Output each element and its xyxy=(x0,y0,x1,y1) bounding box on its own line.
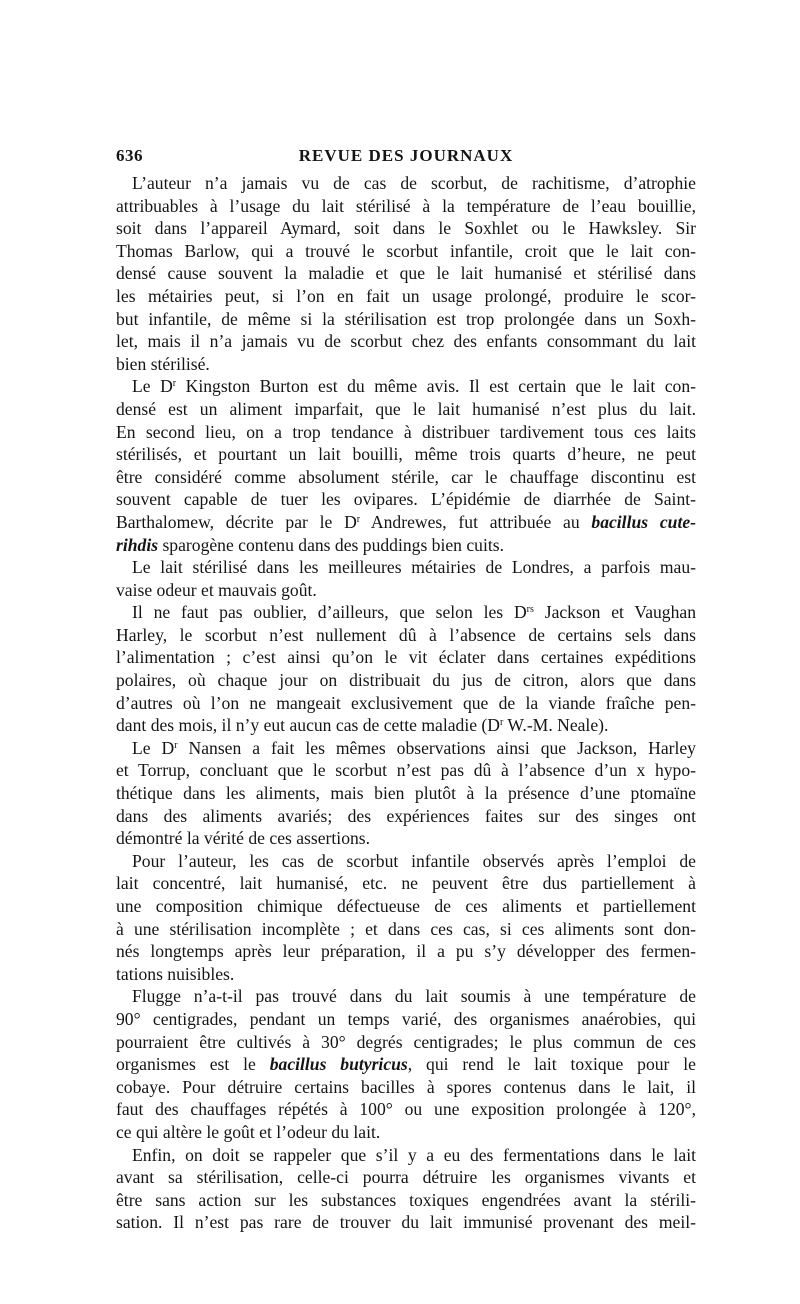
text-run: Flugge n’a-t-il pas trouvé dans du lait soumis à une température de xyxy=(132,986,696,1007)
text-line xyxy=(116,646,696,669)
text-line xyxy=(116,669,696,692)
text-run: 90° centigrades, pendant un temps varié, des organismes anaérobies, qui xyxy=(116,1008,696,1029)
text-line xyxy=(116,443,696,466)
text-run: attribuables à l’usage du lait stérilisé à la température de l’eau bouillie, xyxy=(116,195,696,216)
text-run: vaise odeur et mauvais goût. xyxy=(116,579,317,600)
text-line xyxy=(116,488,696,511)
text-run: W.-M. Neale). xyxy=(503,715,609,736)
text-run: à une stérilisation incomplète ; et dans ces cas, si ces aliments sont don- xyxy=(116,918,696,939)
text-line xyxy=(116,375,696,398)
text-run: démontré la vérité de ces assertions. xyxy=(116,828,371,849)
text-run: L’auteur n’a jamais vu de cas de scorbut, de rachitisme, d’atrophie xyxy=(132,173,696,193)
text-run: Il ne faut pas oublier, d’ailleurs, que selon les D xyxy=(132,602,527,623)
text-run: stérilisés, et pourtant un lait bouilli, même trois quarts d’heure, ne peut xyxy=(116,444,696,465)
text-run: lait concentré, lait humanisé, etc. ne peuvent être dus partiellement à xyxy=(116,873,696,894)
text-line xyxy=(116,624,696,647)
text-line xyxy=(116,308,696,331)
text-run: polaires, où chaque jour on distribuait du jus de citron, alors que dans xyxy=(116,670,696,691)
text-run: soit dans l’appareil Aymard, soit dans le Soxhlet ou le Hawksley. Sir xyxy=(116,218,696,239)
text-line xyxy=(116,1053,696,1076)
text-run: densé est un aliment imparfait, que le lait humanisé n’est plus du lait. xyxy=(116,398,696,419)
text-line xyxy=(116,217,696,240)
text-run: Pour l’auteur, les cas de scorbut infantile observés après l’emploi de xyxy=(132,850,696,871)
running-title: REVUE DES JOURNAUX xyxy=(298,146,514,165)
text-line xyxy=(116,805,696,828)
page-number: 636 xyxy=(116,146,143,165)
text-run: let, mais il n’a jamais vu de scorbut chez des enfants consommant du lait xyxy=(116,331,696,352)
text-line xyxy=(116,579,696,602)
text-run: faut des chauffages répétés à 100° ou une exposition prolongée à 120°, xyxy=(116,1099,696,1120)
text-run: Nansen a fait les mêmes observations ainsi que Jackson, Harley xyxy=(177,737,696,758)
text-line xyxy=(116,1166,696,1189)
text-line xyxy=(116,534,696,557)
text-run: tations nuisibles. xyxy=(116,963,235,984)
text-line xyxy=(116,692,696,715)
text-run: les métairies peut, si l’on en fait un usage prolongé, produire le scor- xyxy=(116,285,696,306)
text-line xyxy=(116,872,696,895)
text-run: Harley, le scorbut n’est nullement dû à l’absence de certains sels dans xyxy=(116,624,696,645)
text-run: Barthalomew, décrite par le D xyxy=(116,511,357,532)
text-line xyxy=(116,827,696,850)
text-line xyxy=(116,1211,696,1234)
text-run: être sans action sur les substances toxiques engendrées avant la stérili- xyxy=(116,1189,696,1210)
text-run: Thomas Barlow, qui a trouvé le scorbut infantile, croit que le lait con- xyxy=(116,240,696,261)
italic-term: rihdis xyxy=(116,534,159,555)
text-run: et Torrup, concluant que le scorbut n’est pas dû à l’absence d’un x hypo- xyxy=(116,760,696,781)
superscript: rs xyxy=(526,604,534,616)
text-run: nés longtemps après leur préparation, il a pu s’y développer des fermen- xyxy=(116,941,696,962)
text-line xyxy=(116,421,696,444)
text-line xyxy=(116,285,696,308)
superscript: r xyxy=(356,513,361,525)
text-run: l’alimentation ; c’est ainsi qu’on le vit éclater dans certaines expéditions xyxy=(116,647,696,668)
text-line xyxy=(116,330,696,353)
text-line xyxy=(116,195,696,218)
text-line xyxy=(116,466,696,489)
superscript: r xyxy=(172,378,177,390)
text-line xyxy=(116,1121,696,1144)
text-run: être considéré comme absolument stérile, car le chauffage discontinu est xyxy=(116,466,696,487)
text-run: densé cause souvent la maladie et que le lait humanisé et stérilisé dans xyxy=(116,263,696,284)
text-line xyxy=(116,759,696,782)
text-line xyxy=(116,398,696,421)
text-run: bien stérilisé. xyxy=(116,353,210,374)
page-header xyxy=(116,146,696,170)
text-line xyxy=(116,1076,696,1099)
text-line xyxy=(116,556,696,579)
text-line xyxy=(116,737,696,760)
text-run: ce qui altère le goût et l’odeur du lait. xyxy=(116,1121,381,1142)
superscript: r xyxy=(500,717,504,729)
text-run: sparogène contenu dans des puddings bien cuits. xyxy=(158,534,505,555)
text-run: sation. Il n’est pas rare de trouver du lait immunisé provenant des meil- xyxy=(116,1212,696,1233)
article-body xyxy=(116,172,696,1234)
text-line xyxy=(116,1098,696,1121)
text-run: , qui rend le lait toxique pour le xyxy=(407,1054,696,1075)
text-run: Le D xyxy=(132,376,173,397)
text-line xyxy=(116,262,696,285)
text-run: Le D xyxy=(132,737,175,758)
italic-term: bacillus butyricus xyxy=(269,1054,408,1075)
text-line xyxy=(116,1189,696,1212)
text-run: Jackson et Vaughan xyxy=(533,602,696,623)
text-line xyxy=(116,895,696,918)
text-line xyxy=(116,985,696,1008)
superscript: r xyxy=(174,739,178,751)
text-run: une composition chimique défectueuse de ces aliments et partiellement xyxy=(116,896,696,916)
text-line xyxy=(116,511,696,534)
text-run: Andrewes, fut attribuée au xyxy=(360,511,592,532)
text-line xyxy=(116,240,696,263)
text-run: cobaye. Pour détruire certains bacilles à spores contenus dans le lait, il xyxy=(116,1076,696,1097)
text-run: organismes est le xyxy=(116,1054,270,1075)
text-line xyxy=(116,1031,696,1054)
text-line xyxy=(116,601,696,624)
text-line xyxy=(116,782,696,805)
text-line xyxy=(116,940,696,963)
text-run: Le lait stérilisé dans les meilleures métairies de Londres, a parfois mau- xyxy=(132,557,696,578)
text-run: avant sa stérilisation, celle-ci pourra détruire les organismes vivants et xyxy=(116,1167,696,1188)
text-run: pourraient être cultivés à 30° degrés centigrades; le plus commun de ces xyxy=(116,1031,696,1052)
text-run: but infantile, de même si la stérilisation est trop prolongée dans un Soxh- xyxy=(116,308,696,329)
text-run: thétique dans les aliments, mais bien plutôt à la présence d’une ptomaïne xyxy=(116,783,696,804)
text-line xyxy=(116,963,696,986)
text-line xyxy=(116,1008,696,1031)
text-run: dant des mois, il n’y eut aucun cas de cette maladie (D xyxy=(116,715,500,736)
text-run: Enfin, on doit se rappeler que s’il y a eu des fermentations dans le lait xyxy=(132,1144,696,1165)
text-run: souvent capable de tuer les ovipares. L’épidémie de diarrhée de Saint- xyxy=(116,489,696,510)
text-run: d’autres où l’on ne mangeait exclusivement que de la viande fraîche pen- xyxy=(116,692,696,713)
text-line xyxy=(116,918,696,941)
text-line xyxy=(116,1144,696,1167)
italic-term: bacillus cute- xyxy=(591,511,696,532)
text-line xyxy=(116,850,696,873)
text-line xyxy=(116,172,696,195)
text-line xyxy=(116,353,696,376)
text-line xyxy=(116,714,696,737)
text-run: dans des aliments avariés; des expériences faites sur des singes ont xyxy=(116,805,696,826)
text-run: En second lieu, on a trop tendance à distribuer tardivement tous ces laits xyxy=(116,421,696,442)
text-run: Kingston Burton est du même avis. Il est certain que le lait con- xyxy=(176,376,696,397)
